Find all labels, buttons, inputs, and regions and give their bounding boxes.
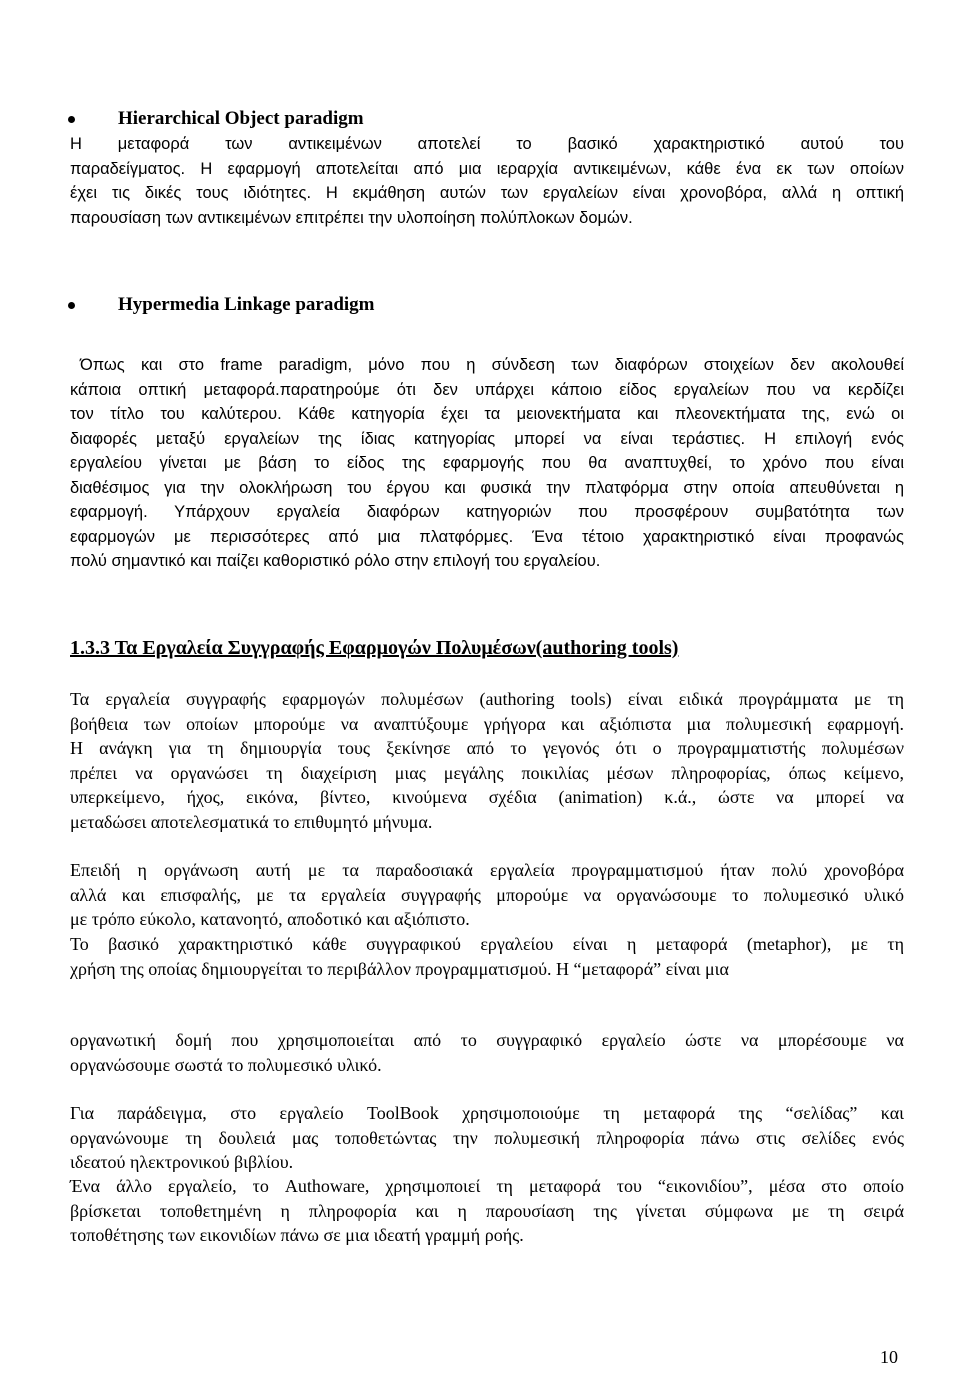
text-line: Τα εργαλεία συγγραφής εφαρμογών πολυμέσων (authoring tools) είναι ειδικά προγράμματα με τη (70, 689, 904, 709)
heading-text: Hierarchical Object paradigm (118, 108, 364, 129)
text-line: εφαρμογή. Υπάρχουν εργαλεία διαφόρων κατηγοριών που προσφέρουν συμβατότητα των (70, 503, 904, 521)
paragraph-hypermedia (70, 353, 904, 574)
paragraph-toolbook-example (70, 1101, 904, 1175)
bullet-icon (68, 302, 75, 309)
text-line: βοήθεια των οποίων μπορούμε να αναπτύξουμε γρήγορα και αξιόπιστα μια πολυμεσική εφαρμογή. (70, 713, 904, 734)
text-line: αλλά και επισφαλής, με τα εργαλεία συγγραφής μπορούμε να οργανώσουμε το πολυμεσικό υλικό (70, 884, 904, 905)
text-line: κάποια οπτική μεταφορά.παρατηρούμε ότι δεν υπάρχει κάποιο είδος εργαλείων που να κερδίζει (70, 380, 904, 399)
paragraph-metaphor (70, 932, 904, 981)
text-line: οργανωτική δομή που χρησιμοποιείται από το συγγραφικό εργαλείο ώστε να μπορέσουμε να (70, 1030, 904, 1050)
text-line: διαφορές μεταξύ εργαλείων της ίδιας κατηγορίας μπορεί να είναι τεράστιες. Η επιλογή ενός (70, 429, 904, 448)
text-line: Για παράδειγμα, στο εργαλείο ToolBook χρησιμοποιούμε τη μεταφορά της “σελίδας” και (70, 1103, 904, 1123)
text-line: Η ανάγκη για τη δημιουργία τους ξεκίνησε από το γεγονός ότι ο προγραμματιστής πολυμέσων (70, 738, 904, 759)
text-line: Η μεταφορά των αντικειμένων αποτελεί το βασικό χαρακτηριστικό αυτού του (70, 135, 904, 153)
paragraph-authorware-example (70, 1174, 904, 1248)
text-line: χρήση της οποίας δημιουργείται το περιβάλλον προγραμματισμού. Η “μεταφορά” είναι μια (70, 958, 729, 979)
text-line: διαθέσιμος για την ολοκλήρωση του έργου και φυσικά την πλατφόρμα στην οποία απευθύνεται η (70, 478, 904, 497)
text-line: Επειδή η οργάνωση αυτή με τα παραδοσιακά εργαλεία προγραμματισμού ήταν πολύ χρονοβόρα (70, 860, 904, 880)
text-line: πρέπει να οργανώσει τη διαχείριση μιας μεγάλης ποικιλίας μέσων πληροφορίας, όπως κείμενο, (70, 762, 904, 783)
paragraph-organizational-structure (70, 1028, 904, 1077)
text-line: Ένα άλλο εργαλείο, το Authoware, χρησιμοποιεί τη μεταφορά του “εικονιδίου”, μέσα στο οποίο (70, 1176, 904, 1196)
text-line: οργανώσουμε σωστά το πολυμεσικό υλικό. (70, 1054, 382, 1075)
paragraph-hierarchical (70, 132, 904, 230)
text-line: έχει τις δικές τους ιδιότητες. Η εκμάθηση αυτών των εργαλείων είναι χρονοβόρα, αλλά η οπτική (70, 184, 904, 202)
text-line: υπερκείμενο, ήχος, εικόνα, βίντεο, κινούμενα σχέδια (animation) κ.ά., ώστε να μπορεί να (70, 787, 904, 808)
heading-text: Hypermedia Linkage paradigm (118, 294, 375, 315)
text-line: Το βασικό χαρακτηριστικό κάθε συγγραφικού εργαλείου είναι η μεταφορά (metaphor), με τη (70, 934, 904, 954)
text-line: εφαρμογών με περισσότερες από μια πλατφόρμες. Ένα τέτοιο χαρακτηριστικό είναι προφανώς (70, 527, 904, 546)
page-number: 10 (880, 1347, 898, 1367)
text-line: παρουσίαση των αντικειμένων επιτρέπει την υλοποίηση πολύπλοκων δομών. (70, 208, 633, 227)
text-line: τοποθέτησης των εικονιδίων πάνω σε μια ιδεατή γραμμή ροής. (70, 1225, 524, 1246)
bullet-icon (68, 116, 75, 123)
text-line: μεταδώσει αποτελεσματικά το επιθυμητό μήνυμα. (70, 811, 433, 832)
section-heading-authoring-tools: 1.3.3 Τα Εργαλεία Συγγραφής Εφαρμογών Πολυμέσων(authoring tools) (70, 637, 679, 659)
text-line: βρίσκεται τοποθετημένη η πληροφορία και η παρουσίαση της γίνεται σύμφωνα με τη σειρά (70, 1200, 904, 1221)
paragraph-organization (70, 858, 904, 932)
text-line: Όπως και στο frame paradigm, μόνο που η σύνδεση των διαφόρων στοιχείων δεν ακολουθεί (80, 356, 904, 374)
text-line: εργαλείου γίνεται με βάση το είδος της εφαρμογής που θα αναπτυχθεί, το χρόνο που είναι (70, 454, 904, 472)
text-line: παραδείγματος. Η εφαρμογή αποτελείται από μια ιεραρχία αντικειμένων, κάθε ένα εκ των οποίων (70, 159, 904, 178)
text-line: οργανώνουμε τη δουλειά μας τοποθετώντας την πολυμεσική πληροφορία πάνω στις σελίδες ενός (70, 1127, 904, 1148)
paragraph-authoring-intro (70, 687, 904, 835)
text-line: ιδεατού ηλεκτρονικού βιβλίου. (70, 1152, 294, 1173)
text-line: πολύ σημαντικό και παίζει καθοριστικό ρόλο στην επιλογή του εργαλείου. (70, 552, 601, 570)
text-line: με τρόπο εύκολο, κατανοητό, αποδοτικό και αξιόπιστο. (70, 909, 470, 930)
text-line: τον τίτλο του καλύτερου. Κάθε κατηγορία έχει τα μειονεκτήματα και πλεονεκτήματα της, ενώ οι (70, 405, 904, 423)
